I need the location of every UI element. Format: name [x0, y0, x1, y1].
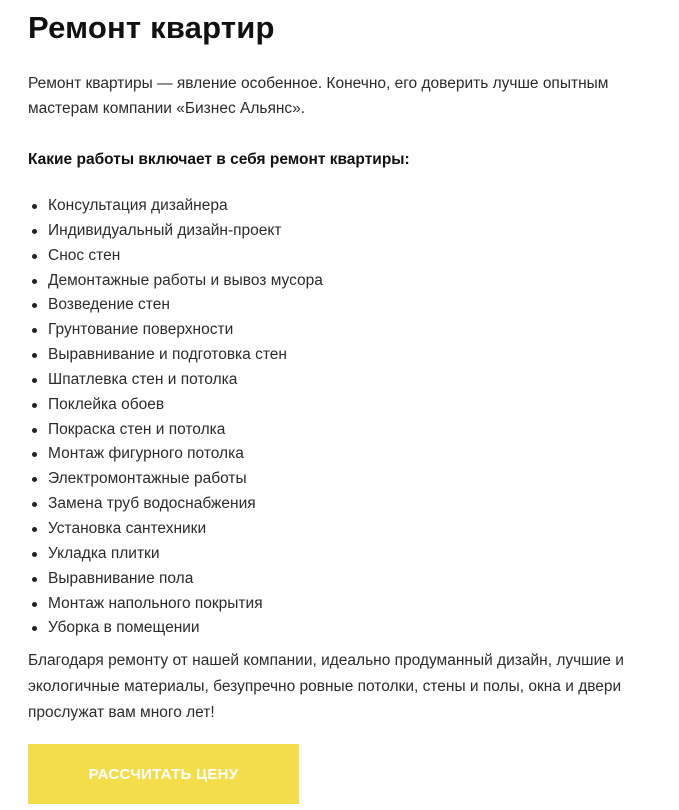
bullet-icon [32, 527, 37, 532]
list-item-label: Выравнивание пола [48, 569, 194, 587]
bullet-icon [32, 328, 37, 333]
list-item-label: Замена труб водоснабжения [48, 495, 256, 513]
list-item-label: Индивидуальный дизайн-проект [48, 221, 282, 239]
list-item [28, 318, 658, 343]
list-item [28, 293, 658, 318]
list-item [28, 492, 658, 517]
list-item [28, 442, 658, 467]
outro-paragraph: Благодаря ремонту от нашей компании, идеально продуманный дизайн, лучшие и экологичные материалы, безупречно ровные потолки, стены и полы, окна и двери прослужат вам много лет! [28, 652, 624, 722]
list-item-label: Консультация дизайнера [48, 197, 228, 214]
bullet-icon [32, 477, 37, 482]
list-item [28, 194, 658, 219]
bullet-icon [32, 428, 37, 433]
list-item [28, 542, 658, 567]
list-item-label: Возведение стен [48, 296, 170, 314]
list-item [28, 592, 658, 617]
bullet-icon [32, 279, 37, 284]
list-item [28, 244, 658, 269]
list-item [28, 616, 658, 641]
bullet-icon [32, 452, 37, 457]
works-list-heading: Какие работы включает в себя ремонт квартиры: [28, 151, 410, 168]
list-item [28, 343, 658, 368]
list-item-label: Снос стен [48, 246, 121, 264]
bullet-icon [32, 303, 37, 308]
list-item [28, 517, 658, 542]
list-item [28, 467, 658, 492]
list-item-label: Укладка плитки [48, 544, 160, 562]
list-item-label: Монтаж фигурного потолка [48, 445, 244, 463]
list-item-label: Установка сантехники [48, 519, 207, 537]
list-item-label: Электромонтажные работы [48, 470, 247, 488]
list-item-label: Демонтажные работы и вывоз мусора [48, 271, 323, 289]
works-list [28, 194, 658, 641]
list-item [28, 269, 658, 294]
bullet-icon [32, 577, 37, 582]
list-item [28, 368, 658, 393]
list-item-label: Поклейка обоев [48, 395, 165, 413]
list-item [28, 393, 658, 418]
bullet-icon [32, 403, 37, 408]
list-item-label: Покраска стен и потолка [48, 420, 226, 438]
list-item [28, 567, 658, 592]
intro-paragraph: Ремонт квартиры — явление особенное. Конечно, его доверить лучше опытным мастерам компании «Бизнес Альянс». [28, 75, 609, 117]
calculate-price-button[interactable]: РАССЧИТАТЬ ЦЕНУ [28, 744, 299, 804]
bullet-icon [32, 502, 37, 507]
list-item-label: Выравнивание и подготовка стен [48, 346, 287, 364]
list-item-label: Монтаж напольного покрытия [48, 594, 263, 612]
bullet-icon [32, 204, 37, 209]
bullet-icon [32, 378, 37, 383]
bullet-icon [32, 353, 37, 358]
list-item [28, 418, 658, 443]
bullet-icon [32, 229, 37, 234]
page-title: Ремонт квартир [28, 10, 275, 45]
list-item-label: Шпатлевка стен и потолка [48, 370, 238, 388]
bullet-icon [32, 602, 37, 607]
article [28, 0, 658, 726]
list-item-label: Грунтование поверхности [48, 321, 234, 339]
bullet-icon [32, 254, 37, 259]
list-item [28, 219, 658, 244]
bullet-icon [32, 626, 37, 631]
bullet-icon [32, 552, 37, 557]
list-item-label: Уборка в помещении [48, 619, 200, 637]
